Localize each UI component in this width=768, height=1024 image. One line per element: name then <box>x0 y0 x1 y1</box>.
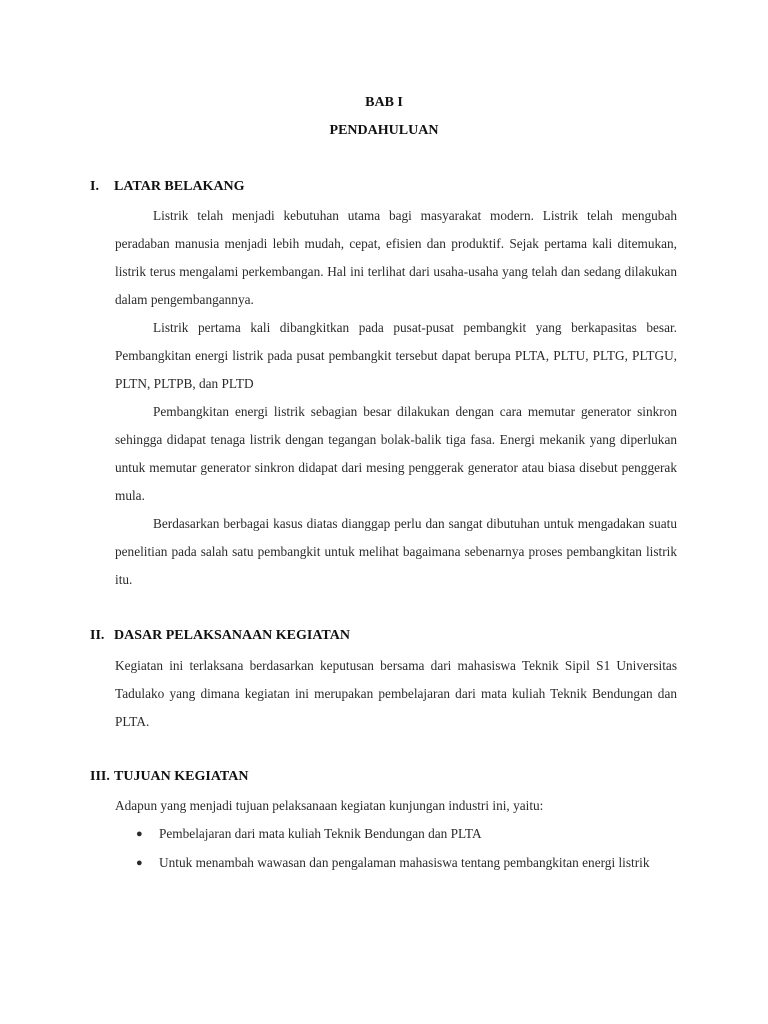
section-number: I. <box>90 179 99 194</box>
section-heading-1 <box>90 179 245 195</box>
paragraph: Listrik telah menjadi kebutuhan utama bagi masyarakat modern. Listrik telah mengubah peradaban manusia menjadi lebih mudah, cepat, efisien dan produktif. Sejak pertama kali ditemukan, listrik terus mengalami perkembangan. Hal ini terlihat dari usaha-usaha yang telah dan sedang dilakukan dalam pengembangannya. <box>115 208 677 307</box>
section-heading-2 <box>90 628 350 644</box>
section-number: II. <box>90 628 105 643</box>
section-title: DASAR PELAKSANAAN KEGIATAN <box>114 628 350 643</box>
list-item-text: Pembelajaran dari mata kuliah Teknik Bendungan dan PLTA <box>159 826 482 841</box>
list-item <box>136 820 677 848</box>
section-number: III. <box>90 769 110 784</box>
chapter-number: BAB I <box>365 95 403 110</box>
list-item-text: Untuk menambah wawasan dan pengalaman mahasiswa tentang pembangkitan energi listrik <box>159 855 650 870</box>
section-title: LATAR BELAKANG <box>114 179 245 194</box>
section-title: TUJUAN KEGIATAN <box>114 769 249 784</box>
paragraph: Adapun yang menjadi tujuan pelaksanaan kegiatan kunjungan industri ini, yaitu: <box>115 798 544 813</box>
chapter-title: PENDAHULUAN <box>329 123 439 138</box>
section-heading-3 <box>90 769 248 785</box>
bullet-icon: ● <box>136 857 143 869</box>
list-item <box>136 849 677 877</box>
bullet-icon: ● <box>136 828 143 840</box>
paragraph: Kegiatan ini terlaksana berdasarkan keputusan bersama dari mahasiswa Teknik Sipil S1 Universitas Tadulako yang dimana kegiatan ini merupakan pembelajaran dari mata kuliah Teknik Bendungan dan PLTA. <box>115 658 677 729</box>
paragraph: Berdasarkan berbagai kasus diatas dianggap perlu dan sangat dibutuhan untuk mengadakan suatu penelitian pada salah satu pembangkit untuk melihat bagaimana sebenarnya proses pembangkitan listrik itu. <box>115 516 677 587</box>
paragraph: Pembangkitan energi listrik sebagian besar dilakukan dengan cara memutar generator sinkron sehingga didapat tenaga listrik dengan tegangan bolak-balik tiga fasa. Energi mekanik yang diperlukan untuk memutar generator sinkron didapat dari mesing penggerak generator atau biasa disebut penggerak mula. <box>115 404 677 503</box>
paragraph: Listrik pertama kali dibangkitkan pada pusat-pusat pembangkit yang berkapasitas besar. Pembangkitan energi listrik pada pusat pembangkit tersebut dapat berupa PLTA, PLTU, PLTG, PLTGU, PLTN, PLTPB, dan PLTD <box>115 320 677 391</box>
